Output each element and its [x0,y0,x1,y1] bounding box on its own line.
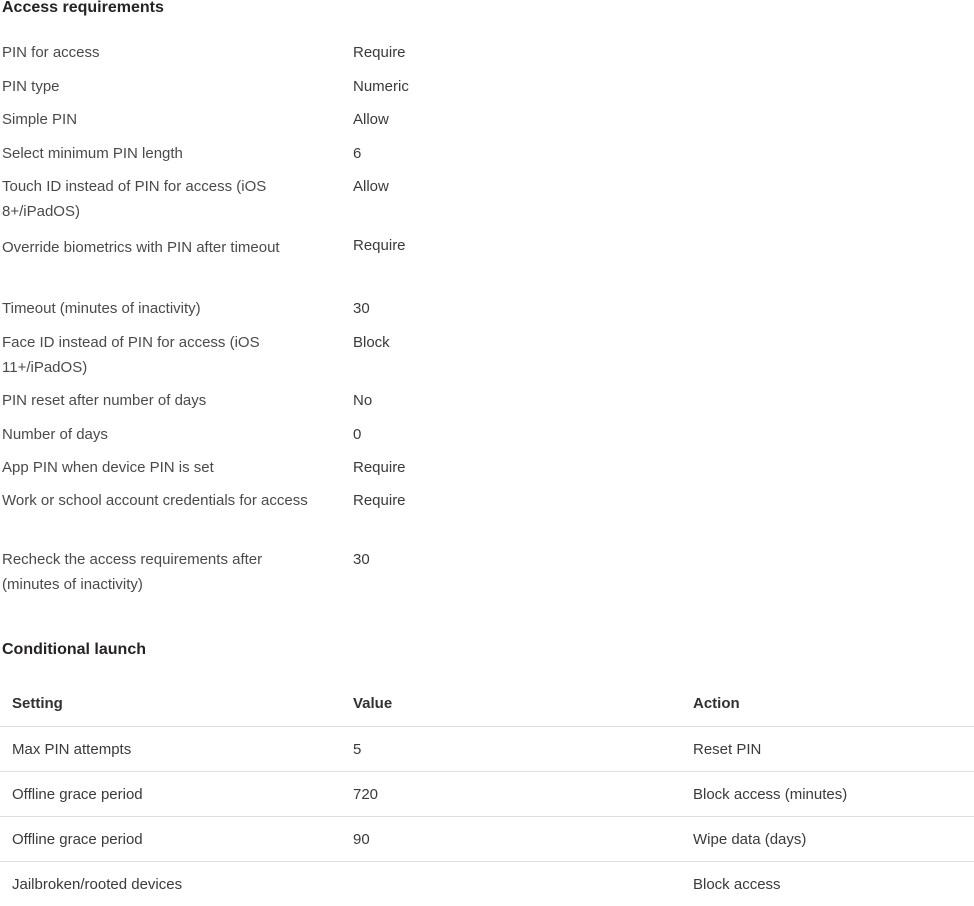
setting-value: Allow [353,178,389,195]
table-row [0,862,974,906]
cell-action: Block access [693,875,781,893]
cell-setting: Jailbroken/rooted devices [12,875,183,893]
setting-label: Recheck the access requirements after (minutes of inactivity) [2,551,263,593]
setting-value: Require [353,492,406,509]
setting-value: 6 [353,145,362,162]
cell-value: 720 [353,785,379,803]
cell-action: Wipe data (days) [693,830,807,848]
setting-label: Select minimum PIN length [2,145,183,162]
cell-setting: Max PIN attempts [12,740,132,758]
conditional-launch-table [0,680,974,906]
column-header-action: Action [693,694,740,712]
setting-label: Simple PIN [2,111,78,128]
setting-label: Work or school account credentials for access [2,492,308,509]
column-header-setting: Setting [12,694,63,712]
setting-value: Block [353,334,390,351]
setting-value: 0 [353,426,362,443]
cell-action: Block access (minutes) [693,785,848,803]
setting-value: Numeric [353,78,409,95]
setting-value: Allow [353,111,389,128]
setting-label: Timeout (minutes of inactivity) [2,300,201,317]
setting-label: Number of days [2,426,108,443]
column-header-value: Value [353,694,393,712]
table-row [0,727,974,772]
cell-value [353,862,693,906]
setting-value: 30 [353,551,370,568]
cell-value: 5 [353,740,362,758]
table-row [0,772,974,817]
setting-value: Require [353,459,406,476]
setting-label: Override biometrics with PIN after timeout [2,239,280,256]
cell-setting: Offline grace period [12,785,143,803]
setting-label: PIN reset after number of days [2,392,207,409]
setting-label: Touch ID instead of PIN for access (iOS 8+/iPadOS) [2,178,267,220]
setting-label: Face ID instead of PIN for access (iOS 11+/iPadOS) [2,334,260,376]
table-row [0,817,974,862]
access-requirements-heading: Access requirements [2,0,164,16]
cell-value: 90 [353,830,370,848]
setting-value: Require [353,237,406,254]
setting-value: 30 [353,300,370,317]
setting-label: PIN type [2,78,60,95]
setting-value: No [353,392,373,409]
setting-label: PIN for access [2,44,100,61]
setting-label: App PIN when device PIN is set [2,459,214,476]
conditional-launch-heading: Conditional launch [2,641,146,658]
table-header-row [0,680,974,727]
setting-value: Require [353,44,406,61]
cell-setting: Offline grace period [12,830,143,848]
cell-action: Reset PIN [693,740,762,758]
